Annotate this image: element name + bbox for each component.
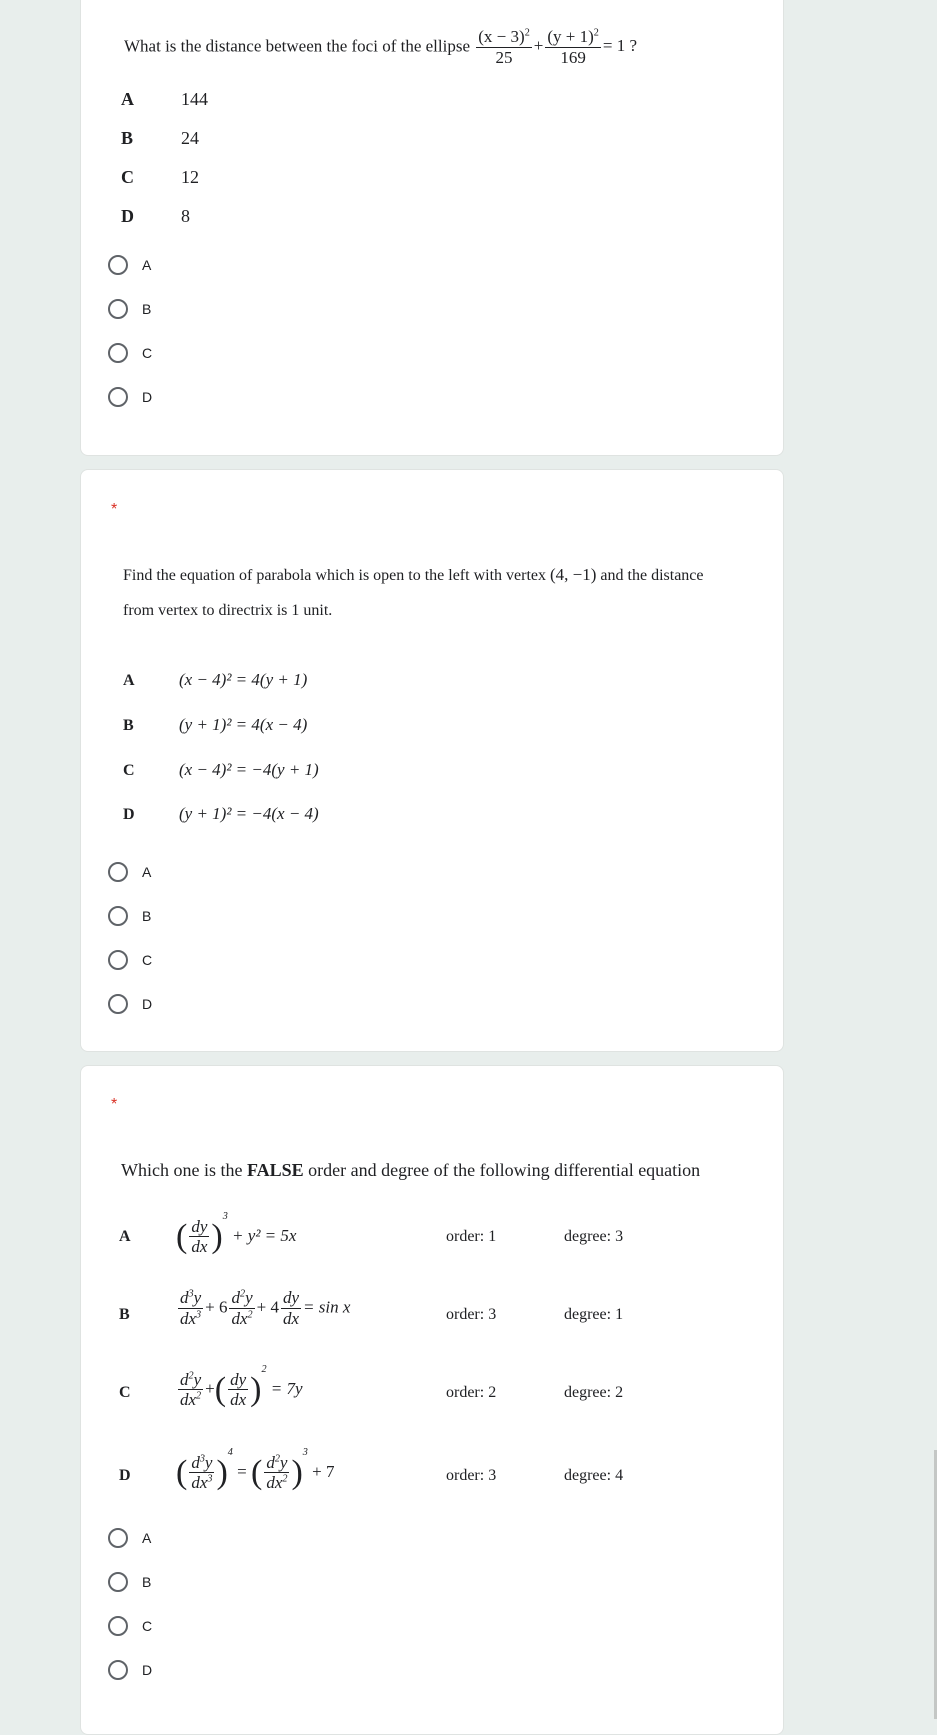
- radio-circle[interactable]: [108, 950, 128, 970]
- radio-circle[interactable]: [108, 343, 128, 363]
- equation-c: $\frac{d^2y}{dx^2}$ +( $\frac{dy}{dx}$ )$^2$ = 7y: [180, 1364, 303, 1410]
- radio-circle[interactable]: [108, 1616, 128, 1636]
- radio-option-d[interactable]: D: [108, 1658, 152, 1682]
- equation-a: ( $\frac{dy}{dx}$ )$^3$ + y² = 5x: [176, 1211, 297, 1257]
- option-row: A 144: [121, 89, 208, 109]
- question-1-text: What is the distance between the foci of the ellipse: [124, 36, 471, 56]
- option-row: D (y + 1)² = −4(x − 4): [123, 804, 319, 823]
- radio-option-c[interactable]: C: [108, 341, 152, 365]
- radio-option-c[interactable]: C: [108, 1614, 152, 1638]
- option-row: A ( $\frac{dy}{dx}$ )$^3$ + y² = 5x order: 1 degree: 3: [119, 1211, 624, 1257]
- radio-circle[interactable]: [108, 994, 128, 1014]
- radio-circle[interactable]: [108, 1660, 128, 1680]
- option-row: A (x − 4)² = 4(y + 1): [123, 670, 308, 689]
- radio-option-d[interactable]: D: [108, 992, 152, 1016]
- equation-d: ( $\frac{d^3y}{dx^3}$ )$^4$ = ( $\frac{d^2y}{dx^2}$ )$^3$ + 7: [176, 1447, 335, 1493]
- question-2-prompt: Find the equation of parabola which is open to the left with vertex (4, −1) and the distance: [123, 565, 704, 584]
- question-card-3: [80, 1065, 784, 1735]
- radio-option-d[interactable]: D: [108, 385, 152, 409]
- equation-b: $\frac{d^3y}{dx^3}$ + 6 $\frac{d^2y}{dx^2}$ + 4 $\frac{dy}{dx}$ = sin x: [180, 1288, 351, 1328]
- radio-option-b[interactable]: B: [108, 904, 151, 928]
- false-emphasis: FALSE: [246, 1160, 304, 1180]
- radio-circle[interactable]: [108, 255, 128, 275]
- radio-circle[interactable]: [108, 1528, 128, 1548]
- radio-option-c[interactable]: C: [108, 948, 152, 972]
- radio-option-a[interactable]: A: [108, 253, 151, 277]
- option-row: B $\frac{d^3y}{dx^3}$ + 6 $\frac{d^2y}{dx^2}$ + 4 $\frac{dy}{dx}$ = sin x order: 3 degree: 1: [119, 1288, 624, 1328]
- option-row: C (x − 4)² = −4(y + 1): [123, 760, 319, 779]
- question-2-prompt-line2: from vertex to directrix is 1 unit.: [123, 602, 333, 619]
- question-card-2: [80, 469, 784, 1052]
- required-asterisk: *: [111, 1096, 118, 1113]
- option-row: C 12: [121, 167, 199, 187]
- radio-option-b[interactable]: B: [108, 1570, 151, 1594]
- question-card-1: [80, 0, 784, 456]
- radio-circle[interactable]: [108, 906, 128, 926]
- radio-option-b[interactable]: B: [108, 297, 151, 321]
- radio-option-a[interactable]: A: [108, 860, 151, 884]
- option-row: C $\frac{d^2y}{dx^2}$ +( $\frac{dy}{dx}$ )$^2$ = 7y order: 2 degree: 2: [119, 1364, 624, 1410]
- radio-circle[interactable]: [108, 387, 128, 407]
- question-3-prompt: Which one is the FALSE order and degree of the following differential equation: [121, 1160, 701, 1180]
- radio-circle[interactable]: [108, 862, 128, 882]
- question-1-prompt: [124, 27, 637, 68]
- radio-circle[interactable]: [108, 1572, 128, 1592]
- vertex-value: (4, −1): [550, 565, 597, 584]
- ellipse-equation: $\frac{(x - 3)^2}{25}$ + $\frac{(y + 1)^2}{169}$ = 1 ?: [478, 27, 638, 67]
- radio-option-a[interactable]: A: [108, 1526, 151, 1550]
- option-row: B 24: [121, 128, 199, 148]
- radio-circle[interactable]: [108, 299, 128, 319]
- option-row: D ( $\frac{d^3y}{dx^3}$ )$^4$ = ( $\frac{d^2y}{dx^2}$ )$^3$ + 7 order: 3 degree: 4: [119, 1447, 624, 1493]
- option-row: D 8: [121, 206, 190, 226]
- required-asterisk: *: [111, 501, 118, 518]
- option-row: B (y + 1)² = 4(x − 4): [123, 715, 308, 734]
